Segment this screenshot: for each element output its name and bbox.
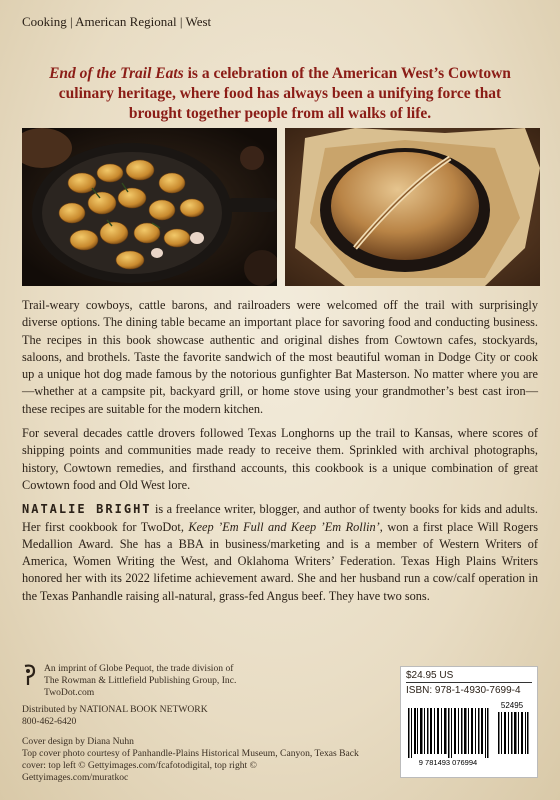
book-title: End of the Trail Eats <box>49 65 184 82</box>
publisher-footer <box>22 663 362 784</box>
intro-statement <box>40 64 520 124</box>
author-bio-text: , won a first place Will Rogers Medallion Award. She has a BBA in business/marketing and is a member of Western Writers of America, Women Writing the West, and Oklahoma Writers’ Federation. Texas High Plains Writers honored her with its 2022 lifetime achievement award. She and her husband run a cow/calf operation in the Texas Panhandle raising all-natural, grass-fed Angus beef. They have two sons. <box>22 519 538 603</box>
barcode-box <box>400 666 538 778</box>
barcode-icon <box>406 698 532 766</box>
imprint-line: An imprint of Globe Pequot, the trade division of <box>44 663 234 674</box>
distribution-block <box>22 704 362 728</box>
twodot-logo-icon <box>22 663 38 689</box>
distributor: Distributed by NATIONAL BOOK NETWORK <box>22 704 208 715</box>
author-name: NATALIE BRIGHT <box>22 502 152 517</box>
isbn: ISBN: 978-1-4930-7699-4 <box>406 685 521 696</box>
bread-loaf-photo <box>285 128 540 286</box>
imprint-line: The Rowman & Littlefield Publishing Group, Inc. <box>44 675 237 686</box>
barcode-ean: 9 781493 076994 <box>418 758 478 766</box>
intro-text: is a celebration of the American West’s Cowtown culinary heritage, where food has always been a unifying force that brought together people from all walks of life. <box>58 65 511 122</box>
cover-design-credit: Cover design by Diana Nuhn <box>22 736 134 747</box>
author-bio-text: is a freelance writer, blogger, and author of twenty books for kids and adults. Her first cookbook for TwoDot, <box>22 502 538 534</box>
author-bio <box>22 501 538 605</box>
description-paragraph: For several decades cattle drovers followed Texas Longhorns up the trail to Kansas, where scores of shipping points and communities made ready to receive them. Sprinkled with archival photographs, history, Cowtown remedies, and firsthand accounts, this cookbook is a unique combination of great Cowtown food and Old West lore. <box>22 426 538 492</box>
description-text <box>22 297 538 612</box>
imprint-block <box>22 663 362 699</box>
imprint-website: TwoDot.com <box>44 687 95 698</box>
distributor-phone: 800-462-6420 <box>22 716 77 727</box>
barcode-addon: 52495 <box>500 701 524 710</box>
price: $24.95 US <box>406 670 532 683</box>
roasted-potatoes-photo <box>22 128 277 286</box>
description-paragraph: Trail-weary cowboys, cattle barons, and railroaders were welcomed off the trail with surprisingly diverse options. The dining table became an important place for savoring food and conducting business. The recipes in this book showcase authentic and original dishes from Cowtown cafes, stockyards, saloons, and brothels. Taste the favorite sandwich of the most beautiful woman in Dodge City or cook up a unique hot dog made famous by the notorious gunfighter Bat Masterson. No matter where you are—whether at a campsite pit, backyard grill, or home stove using your grandmother’s best cast iron—these recipes are suitable for the modern kitchen. <box>22 298 538 416</box>
photo-credit: Top cover photo courtesy of Panhandle-Plains Historical Museum, Canyon, Texas Back cover: top left © Gettyimages.com/fcafotodigital, top right © Gettyimages.com/muratkoc <box>22 748 359 783</box>
previous-book-title: Keep ’Em Full and Keep ’Em Rollin’ <box>188 519 380 534</box>
category-line: Cooking | American Regional | West <box>22 14 212 29</box>
